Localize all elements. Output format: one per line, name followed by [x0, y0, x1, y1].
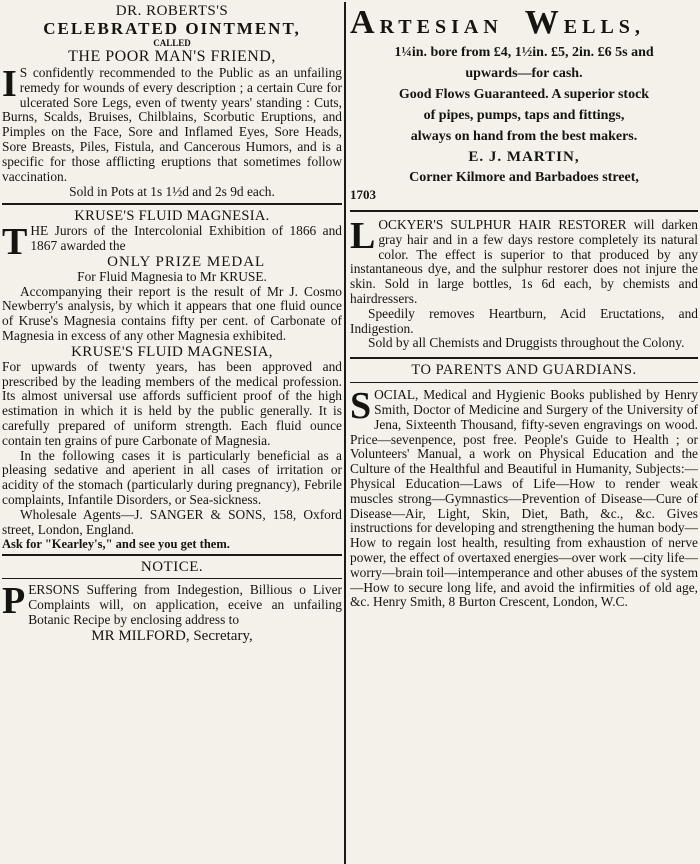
roberts-called: CALLED	[153, 38, 191, 48]
kruse-para-2: Accompanying their report is the result of Mr J. Cosmo Newberry's analysis, by which it appears that one fluid ounce of Kruse's Magnesia contains fifty per cent. of Carbonate of Magnesia in excess of any other Magnesia exhibited.	[2, 283, 342, 343]
artesian-line-1: 1¼in. bore from £4, 1½in. £5, 2in. £6 5s and	[394, 45, 654, 60]
artesian-address: Corner Kilmore and Barbadoes street,	[409, 170, 639, 185]
divider	[350, 382, 698, 383]
kruse-ask: Ask for "Kearley's," and see you get them.	[2, 537, 230, 552]
kruse-initial: T	[2, 221, 28, 264]
kruse-para-1: THE Jurors of the Intercolonial Exhibition of 1866 and 1867 awarded the	[2, 221, 342, 264]
ad-artesian-wells	[350, 4, 698, 202]
divider	[2, 203, 342, 205]
kruse-medal: ONLY PRIZE MEDAL	[107, 253, 266, 270]
ad-lockyer-hair	[350, 215, 698, 351]
right-column	[350, 0, 698, 864]
kruse-para-4: In the following cases it is particularly beneficial as a pleasing sedative and aperient in all cases of irritation or acidity of the stomach (particularly during pregnancy), Febrile complaints, Infantile Disorders, or Sea-sickness.	[2, 447, 342, 507]
kruse-for-line: For Fluid Magnesia to Mr KRUSE.	[77, 268, 267, 284]
roberts-title-2: CELEBRATED OINTMENT,	[43, 19, 301, 38]
artesian-code: 1703	[350, 187, 376, 202]
artesian-name: E. J. MARTIN,	[468, 149, 580, 165]
ad-notice	[2, 559, 342, 643]
left-column	[2, 0, 342, 864]
roberts-title-3: THE POOR MAN'S FRIEND,	[68, 48, 276, 65]
roberts-initial: I	[2, 63, 17, 105]
notice-body: PERSONS Suffering from Indegestion, Billious o Liver Complaints will, on application, eceive an unfailing Botanic Recipe by enclosing address to	[2, 580, 342, 627]
column-rule	[344, 2, 346, 864]
artesian-line-3: Good Flows Guaranteed. A superior stock	[398, 87, 650, 102]
ad-parents-guardians	[350, 362, 698, 610]
artesian-line-2: upwards—for cash.	[465, 66, 583, 81]
divider	[350, 210, 698, 212]
ad-roberts-ointment	[2, 3, 342, 200]
notice-initial: P	[2, 580, 26, 623]
artesian-line-4: of pipes, pumps, taps and fittings,	[423, 108, 625, 123]
divider	[350, 357, 698, 359]
artesian-title: ARTESIAN WELLS,	[350, 4, 645, 41]
notice-title: NOTICE.	[140, 559, 204, 576]
roberts-title-1: DR. ROBERTS'S	[115, 3, 229, 19]
lockyer-para-2: Speedily removes Heartburn, Acid Eructations, and Indigestion.	[350, 305, 698, 336]
parents-body: SOCIAL, Medical and Hygienic Books published by Henry Smith, Doctor of Medicine and Surgery of the University of Jena, Sixteenth Thousand, fifty-seven engravings on wood. Price—sevenpence, post free. People's Guide to Health ; or Volunteers' Manual, a work on Physical Education and the Culture of the Healthful and Beautiful in Humanity, Subjects:—Physical Education—Laws of Life—How to render weak muscles strong—Gymnastics—Prevention of Disease—Cure of Disease—Air, Light, Skin, Diet, Bath, &c., &c. Gives instructions for developing and strengthening the human body—How to regain lost health, resulting from exhaustion of nerve power, the effect of overtaxed energies—over work —city life—worry—brain toil—intemperance and other abuses of the system—How to secure long life, and avoid the infirmities of old age, &c. Henry Smith, 8 Burton Crescent, London, W.C.	[350, 385, 698, 610]
kruse-agents: Wholesale Agents—J. SANGER & SONS, 158, Oxford street, London, England.	[2, 506, 342, 537]
divider	[2, 578, 342, 579]
notice-sign: MR MILFORD, Secretary,	[91, 627, 253, 644]
roberts-sold: Sold in Pots at 1s 1½d and 2s 9d each.	[69, 184, 275, 200]
divider	[2, 554, 342, 556]
lockyer-body: LOCKYER'S SULPHUR HAIR RESTORER will darken gray hair and in a few days restore completely its natural color. The effect is superior to that produced by any instantaneous dye, and the sulphur restorer does not injure the skin. Sold in large bottles, 1s 6d each, by chemists and hairdressers.	[350, 215, 698, 306]
kruse-title-2: KRUSE'S FLUID MAGNESIA,	[71, 343, 273, 360]
lockyer-para-3: Sold by all Chemists and Druggists throughout the Colony.	[368, 335, 685, 351]
lockyer-initial: L	[350, 215, 376, 257]
parents-title: TO PARENTS AND GUARDIANS.	[411, 362, 637, 379]
kruse-title: KRUSE'S FLUID MAGNESIA.	[74, 208, 270, 225]
artesian-line-5: always on hand from the best makers.	[410, 129, 638, 144]
kruse-para-3: For upwards of twenty years, has been approved and prescribed by the leading members of the medical profession. Its almost universal use affords sufficient proof of the high estimation in which it is held by the public generally. It is carefully prepared of uniform strength. Each fluid ounce contain ten grains of pure Carbonate of Magnesia.	[2, 358, 342, 448]
parents-initial: S	[350, 385, 372, 428]
roberts-body: I S confidently recommended to the Public as an unfailing remedy for wounds of every description ; a certain Cure for ulcerated Sore Legs, even of twenty years' standing : Cuts, Burns, Scalds, Bruises, Chilblains, Scorbutic Eruptions, and Pimples on the Face, Sore and Inflamed Eyes, Sore Heads, Sore Breasts, Piles, Fistula, and Cancerous Humors, and is a specific for those afflicting eruptions that sometimes follow vaccination.	[2, 63, 342, 184]
ad-kruse-magnesia	[2, 208, 342, 551]
